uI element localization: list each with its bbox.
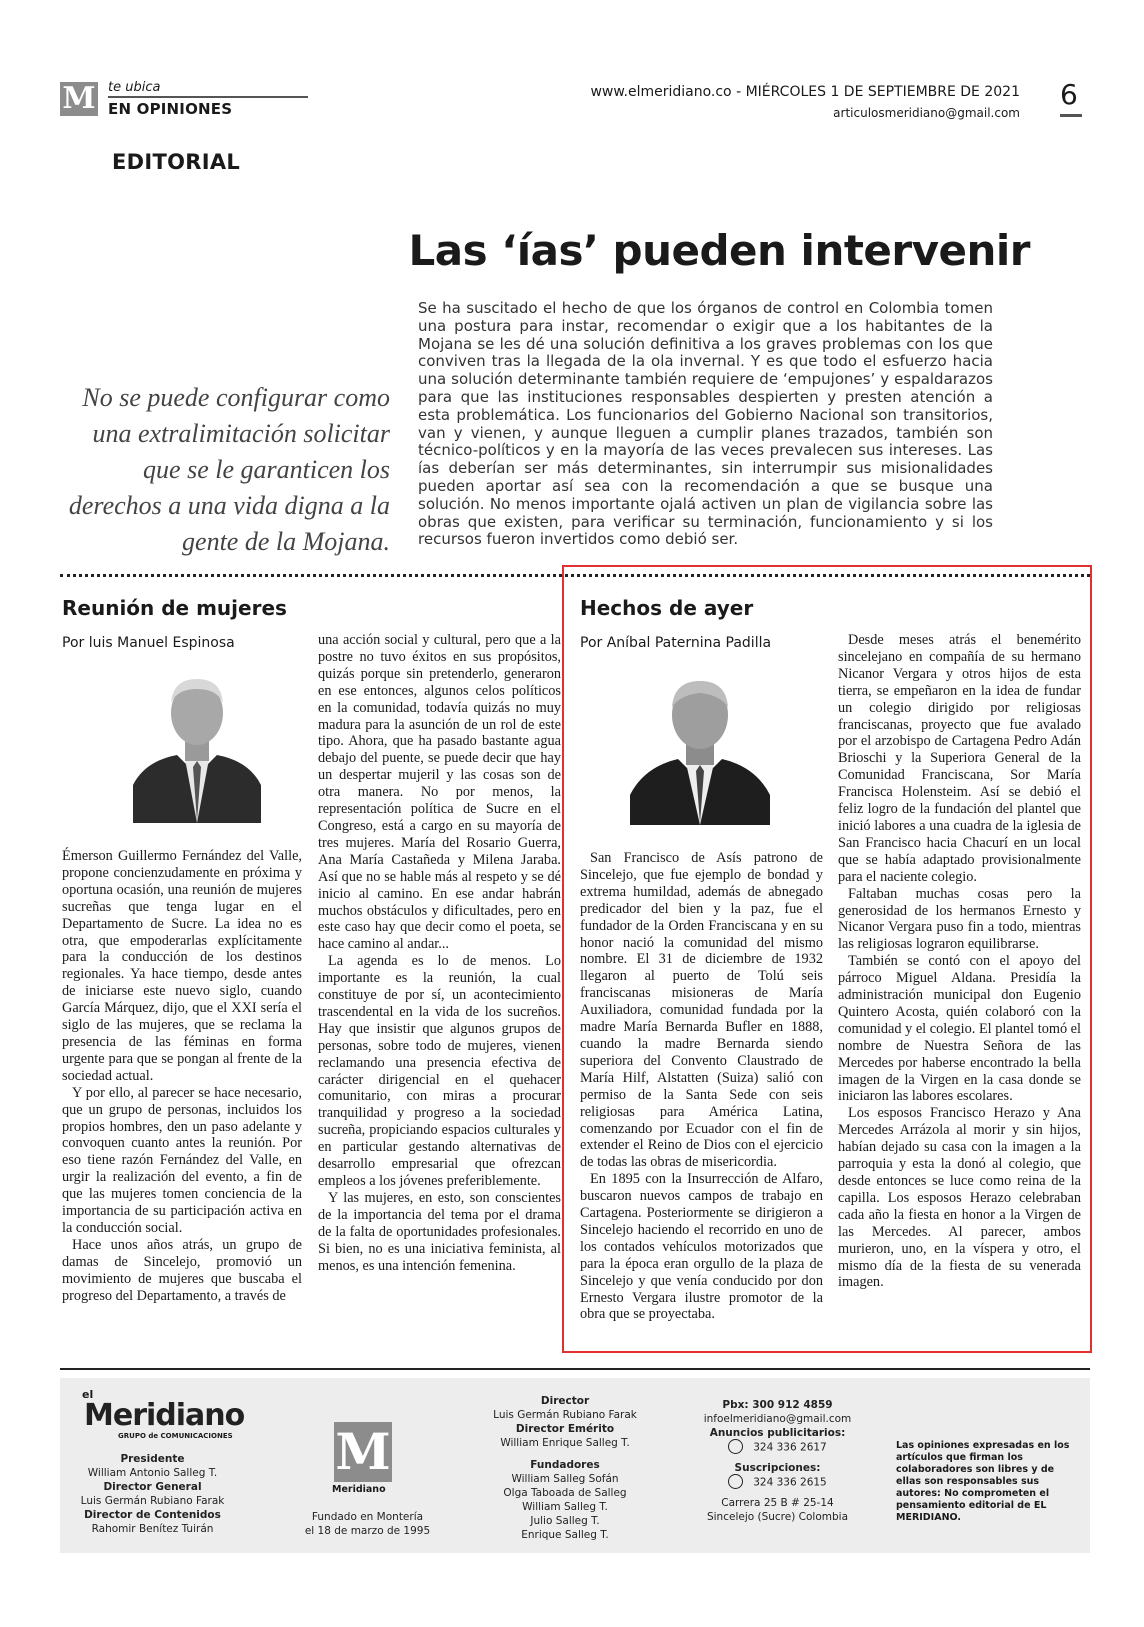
footer-email[interactable]: infoelmeridiano@gmail.com <box>703 1413 852 1425</box>
paragraph: Y por ello, al parecer se hace necesario, que un grupo de personas, incluidos los propios hombres, den un paso adelante y convoquen cuanto antes la reunión. Por eso tiene razón Fernández del Valle, en urgir la realización del evento, a fin de que las mujeres tomen conciencia de la importancia de su participación activa en la conducción social. <box>62 1084 302 1236</box>
founded-line: el 18 de marzo de 1995 <box>304 1525 431 1537</box>
article-column <box>838 632 1081 1291</box>
author-photo <box>620 663 780 825</box>
footer-m-caption: Meridiano <box>332 1484 386 1495</box>
founder-name: William Salleg Sofán <box>511 1473 619 1485</box>
footer-directors-column <box>470 1394 660 1542</box>
footer-logo-prefix: el <box>82 1388 94 1401</box>
whatsapp-icon <box>728 1439 743 1454</box>
page-number-underline <box>1060 114 1082 117</box>
article-title: Reunión de mujeres <box>62 596 287 620</box>
address-line: Carrera 25 B # 25-14 <box>721 1497 834 1509</box>
pbx-number: Pbx: 300 912 4859 <box>722 1399 833 1411</box>
paragraph: una acción social y cultural, pero que a la postre no tuvo éxitos en sus propósitos, quizás porque sin pretenderlo, generaron en ese entonces, algunos celos políticos en la comunidad, todavía quizás no muy madura para la asunción de un rol de este tipo. Ahora, que ha pasado bastante agua debajo del puente, se puede decir que hay un despertar mujeril y las cosas son de otra manera. No por menos, la representación política de Sucre en el Congreso, está a cargo en su mayoría de tres mujeres. María del Rosario Guerra, Ana María Castañeda y Milena Jaraba. Así que no se hable más al respeto y se dé inicio al camino. En ese andar habrán muchos obstáculos y dificultades, pero en este caso hay que decir como el poeta, se hace camino al andar... <box>318 632 561 953</box>
phone-number[interactable]: 324 336 2617 <box>753 1441 827 1454</box>
founded-info <box>300 1510 435 1538</box>
newspaper-logo: M <box>60 82 98 116</box>
paragraph: Desde meses atrás el benemérito sincelejano en compañía de su hermano Nicanor Vergara y otros hijos de esta tierra, se empeñaron en la idea de fundar un colegio dirigido por religiosas franciscanas, proyecto que fue avalado por el arzobispo de Cartagena Pedro Adán Brioschi y la Superiora General de la Comunidad Franciscana, Sor María Francisca Holensteim. Así se debió el feliz logro de la fundación del plantel que inició labores a una cuadra de la iglesia de San Francisco hacia Chacurí en un local que se había adaptado provisionalmente para el naciente colegio. <box>838 632 1081 885</box>
section-name: EN OPINIONES <box>108 100 233 118</box>
whatsapp-icon <box>728 1474 743 1489</box>
footer-contact-column <box>690 1398 865 1524</box>
founder-name: Olga Taboada de Salleg <box>503 1487 627 1499</box>
article-title: Hechos de ayer <box>580 596 754 620</box>
paragraph: Los esposos Francisco Herazo y Ana Mercedes Arrázola al morir y sin hijos, habían dejado su casa con la imagen a la parroquia y esta la donó al colegio, que desde entonces se luce como reina de la capilla. Los esposos Herazo celebraban cada año la fiesta en honor a la Virgen de las Mercedes. Al parecer, ambos murieron, uno, en la víspera y otro, el mismo día de la fiesta de su venerada imagen. <box>838 1105 1081 1291</box>
paragraph: Faltaban muchas cosas pero la generosidad de los hermanos Ernesto y Nicanor Vergara puso fin a todo, mientras las religiosas lograron equilibrarse. <box>838 885 1081 953</box>
staff-name: Luis Germán Rubiano Farak <box>493 1409 637 1421</box>
footer-disclaimer: Las opiniones expresadas en los artículos que firman los colaboradores son libres y de ellas son responsables sus autores: No comprometen el pensamiento editorial de EL MERIDIANO. <box>896 1440 1070 1523</box>
tagline: te ubica <box>108 80 161 95</box>
article-byline: Por Aníbal Paternina Padilla <box>580 635 772 651</box>
paragraph: En 1895 con la Insurrección de Alfaro, buscaron nuevos campos de trabajo en Cartagena. Posteriormente se dirigieron a Sincelejo haciendo el recorrido en uno de los contados vehículos motorizados que para la época eran orgullo de la plaza de Sincelejo y que venía conducido por don Ernesto Vergara ilustre promotor de la obra que se proyectaba. <box>580 1171 823 1323</box>
footer-logo: Meridiano <box>84 1398 245 1433</box>
bottom-divider <box>60 1368 1090 1370</box>
article-column <box>318 632 561 1274</box>
address-line: Sincelejo (Sucre) Colombia <box>706 1511 849 1523</box>
paragraph: La agenda es lo de menos. Lo importante es la reunión, la cual constituye de por sí, un acontecimiento trascendental en la vida de los sucreños. Hay que insistir que algunos grupos de personas, sobre todo de mujeres, vienen reclamando una presencia efectiva de carácter dirigencial en el quehacer comunitario, con miras a procurar tranquilidad y progreso a la sociedad sucreña, propiciando espacios culturales y en particular gestando alternativas de desarrollo empresarial que ofrezcan empleos a los jóvenes preferiblemente. <box>318 953 561 1189</box>
staff-label: Director de Contenidos <box>84 1509 221 1521</box>
staff-name: William Enrique Salleg T. <box>500 1437 630 1449</box>
contact-label: Anuncios publicitarios: <box>709 1427 846 1439</box>
contact-email[interactable]: articulosmeridiano@gmail.com <box>833 106 1020 120</box>
staff-label: Presidente <box>120 1453 185 1465</box>
article-column <box>62 848 302 1304</box>
article-byline: Por luis Manuel Espinosa <box>62 635 235 651</box>
staff-name: Rahomir Benítez Tuirán <box>91 1523 214 1535</box>
website-date-line: www.elmeridiano.co - MIÉRCOLES 1 DE SEPTIEMBRE DE 2021 <box>590 84 1020 100</box>
paragraph: Y las mujeres, en esto, son conscientes de la importancia del tema por el drama de la falta de oportunidades profesionales. Si bien, no es una iniciativa feminista, al menos, es una intención femenina. <box>318 1189 561 1274</box>
paragraph: Hace unos años atrás, un grupo de damas de Sincelejo, promovió un movimiento de mujeres que buscaba el progreso del Departamento, a través de <box>62 1236 302 1304</box>
website-link[interactable]: www.elmeridiano.co <box>590 84 732 100</box>
pull-quote: No se puede configurar como una extralimitación solicitar que se le garanticen los derechos a una vida digna a la gente de la Mojana. <box>68 383 390 556</box>
staff-label: Fundadores <box>530 1459 600 1471</box>
staff-name: William Antonio Salleg T. <box>87 1467 218 1479</box>
contact-label: Suscripciones: <box>734 1462 821 1474</box>
paragraph: También se contó con el apoyo del párroco Miguel Aldana. Presidía la administración municipal don Eugenio Quintero Acosta, quién colaboró con la comunidad y el colegio. El plantel tomó el nombre de Nuestra Señora de las Mercedes por haberse encontrado la bella imagen de la Virgen en la casa donde se iniciaron las labores escolares. <box>838 953 1081 1105</box>
founder-name: Enrique Salleg T. <box>521 1529 609 1541</box>
editorial-kicker: EDITORIAL <box>112 150 241 174</box>
staff-label: Director <box>540 1395 590 1407</box>
staff-label: Director Emérito <box>515 1423 615 1435</box>
founded-line: Fundado en Montería <box>311 1511 424 1523</box>
header-divider <box>108 96 308 98</box>
editorial-body: Se ha suscitado el hecho de que los órganos de control en Colombia tomen una postura para instar, recomendar o exigir que a los habitantes de la Mojana se les dé una solución definitiva a los graves problemas con los que conviven tras la llegada de la ola invernal. Y es que todo el esfuerzo hacia una solución determinante también requiere de ‘empujones’ y espaldarazos para que las instituciones responsables despierten y presten atención a esta problemática. Los funcionarios del Gobierno Nacional son transitorios, van y vienen, y aunque lleguen a cumplir planes trazados, también son técnico-políticos y en la mayoría de las veces prevalecen sus intereses. Las ías deberían ser más determinantes, sin interrumpir sus misionalidades pueden aportar así sea con la recomendación a que se busque una solución. No menos importante ojalá activen un plan de vigilancia sobre las obras que existen, para verificar su terminación, funcionamiento y si los recursos fueron invertidos como debió ser. <box>418 299 993 549</box>
founder-name: William Salleg T. <box>522 1501 608 1513</box>
page-number: 6 <box>1060 78 1078 111</box>
founder-name: Julio Salleg T. <box>530 1515 600 1527</box>
paragraph: Émerson Guillermo Fernández del Valle, propone concienzudamente en próxima y oportuna ocasión, una reunión de mujeres sucreñas que tenga lugar en el Departamento de Sucre. La idea no es otra, que empoderarlas explícitamente para la conducción de los destinos regionales. Ya hace tiempo, desde antes de iniciarse este nuevo siglo, cuando García Márquez, dijo, que el XXI sería el siglo de las mujeres, que se reclama la presencia de las féminas en forma urgente para que se pongan al frente de la sociedad actual. <box>62 848 302 1084</box>
editorial-headline: Las ‘ías’ pueden intervenir <box>408 226 1030 275</box>
staff-label: Director General <box>103 1481 202 1493</box>
footer-m-logo: M <box>335 1422 391 1481</box>
phone-number[interactable]: 324 336 2615 <box>753 1476 827 1489</box>
author-photo <box>133 663 261 823</box>
article-column <box>580 850 823 1323</box>
footer-staff-column <box>70 1452 235 1536</box>
footer-logo-subtitle: GRUPO de COMUNICACIONES <box>118 1432 233 1440</box>
issue-date: MIÉRCOLES 1 DE SEPTIEMBRE DE 2021 <box>745 84 1020 100</box>
staff-name: Luis Germán Rubiano Farak <box>80 1495 225 1507</box>
paragraph: San Francisco de Asís patrono de Sincelejo, que fue ejemplo de bondad y extrema humildad, además de abnegado predicador del bien y la paz, fue el fundador de la Orden Franciscana y en su honor nació la comunidad del mismo nombre. El 31 de diciembre de 1932 llegaron al puerto de Tolú seis franciscanas misioneras de María Auxiliadora, comunidad fundada por la madre María Bernarda Bufler en 1888, cuando la madre Bernarda siendo superiora del Convento Claustrado de María Hilf, Alstatten (Suiza) salió con permiso de la Santa Sede con seis religiosas para América Latina, comenzando por Ecuador con el fin de extender el Reino de Dios con el ejercicio de todas las obras de misericordia. <box>580 850 823 1171</box>
